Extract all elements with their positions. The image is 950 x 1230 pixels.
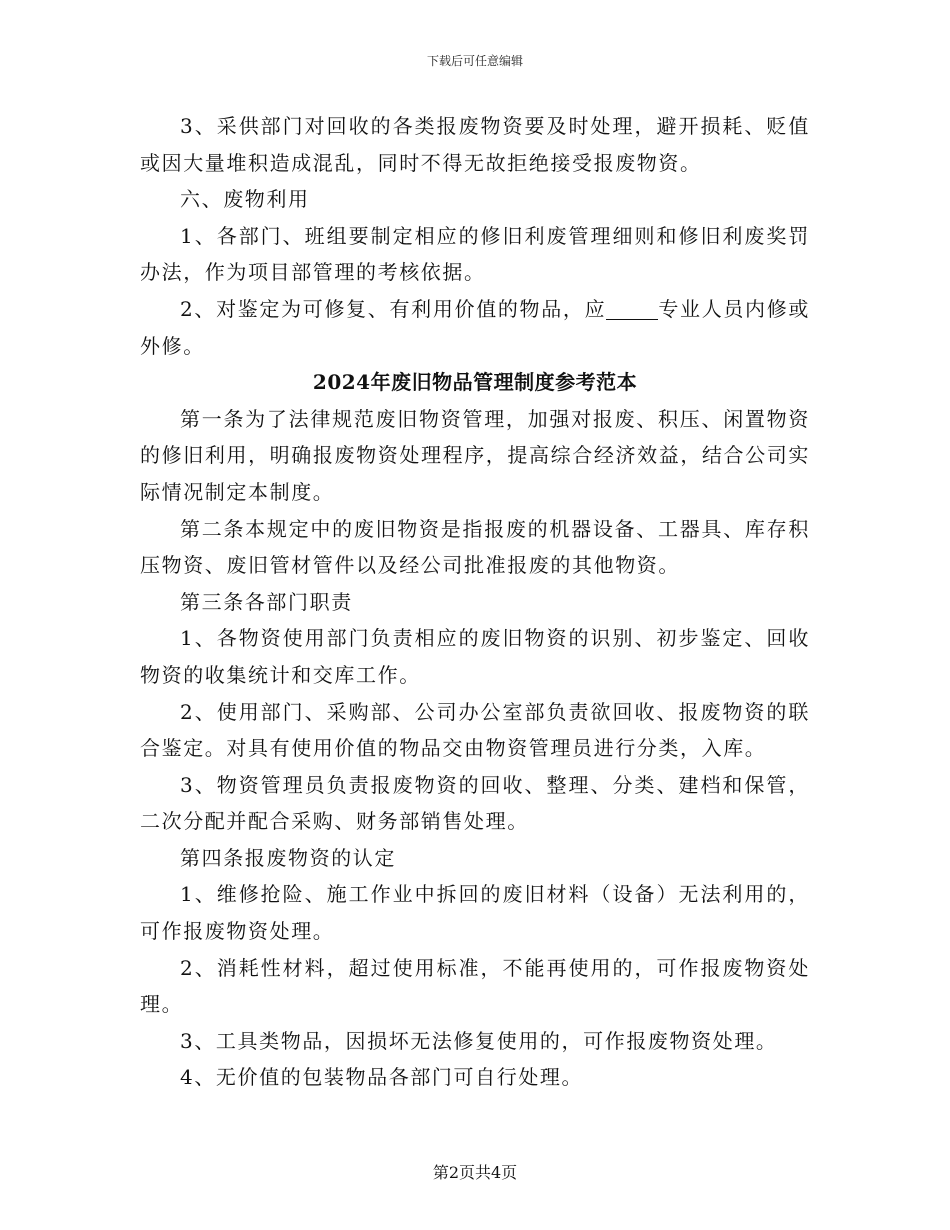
page-header: 下载后可任意编辑 — [426, 54, 523, 68]
document-title: 2024年废旧物品管理制度参考范本 — [312, 370, 638, 395]
section-heading: 六、废物利用 — [180, 187, 310, 212]
paragraph: 1、维修抢险、施工作业中拆回的废旧材料（设备）无法利用的，可作报废物资处理。 — [140, 882, 810, 944]
paragraph-text: 2、对鉴定为可修复、有利用价值的物品，应 — [180, 296, 607, 321]
paragraph: 1、各物资使用部门负责相应的废旧物资的识别、初步鉴定、回收物资的收集统计和交库工作。 — [140, 626, 810, 687]
document-body — [140, 108, 810, 1096]
paragraph: 2、消耗性材料，超过使用标准，不能再使用的，可作报废物资处理。 — [140, 955, 810, 1017]
paragraph: 1、各部门、班组要制定相应的修旧利废管理细则和修旧利废奖罚办法，作为项目部管理的考核依据。 — [140, 223, 810, 285]
paragraph: 3、物资管理员负责报废物资的回收、整理、分类、建档和保管，二次分配并配合采购、财务部销售处理。 — [140, 772, 810, 834]
fill-in-blank — [606, 297, 658, 320]
paragraph: 第一条为了法律规范废旧物资管理，加强对报废、积压、闲置物资的修旧利用，明确报废物资处理程序，提高综合经济效益，结合公司实际情况制定本制度。 — [140, 406, 810, 504]
paragraph: 3、采供部门对回收的各类报废物资要及时处理，避开损耗、贬值或因大量堆积造成混乱，同时不得无故拒绝接受报废物资。 — [140, 114, 810, 175]
paragraph: 4、无价值的包装物品各部门可自行处理。 — [180, 1065, 584, 1090]
paragraph: 3、工具类物品，因损坏无法修复使用的，可作报废物资处理。 — [180, 1028, 778, 1053]
paragraph-text: 专业人员内修或外修。 — [140, 296, 811, 358]
page-number: 第2页共4页 — [432, 1163, 518, 1182]
paragraph — [140, 291, 810, 364]
section-heading: 第三条各部门职责 — [180, 589, 353, 614]
paragraph: 第二条本规定中的废旧物资是指报废的机器设备、工器具、库存积压物资、废旧管材管件以及经公司批准报废的其他物资。 — [140, 516, 810, 578]
section-heading: 第四条报废物资的认定 — [180, 845, 396, 870]
paragraph: 2、使用部门、采购部、公司办公室部负责欲回收、报废物资的联合鉴定。对具有使用价值的物品交由物资管理员进行分类，入库。 — [140, 699, 810, 761]
